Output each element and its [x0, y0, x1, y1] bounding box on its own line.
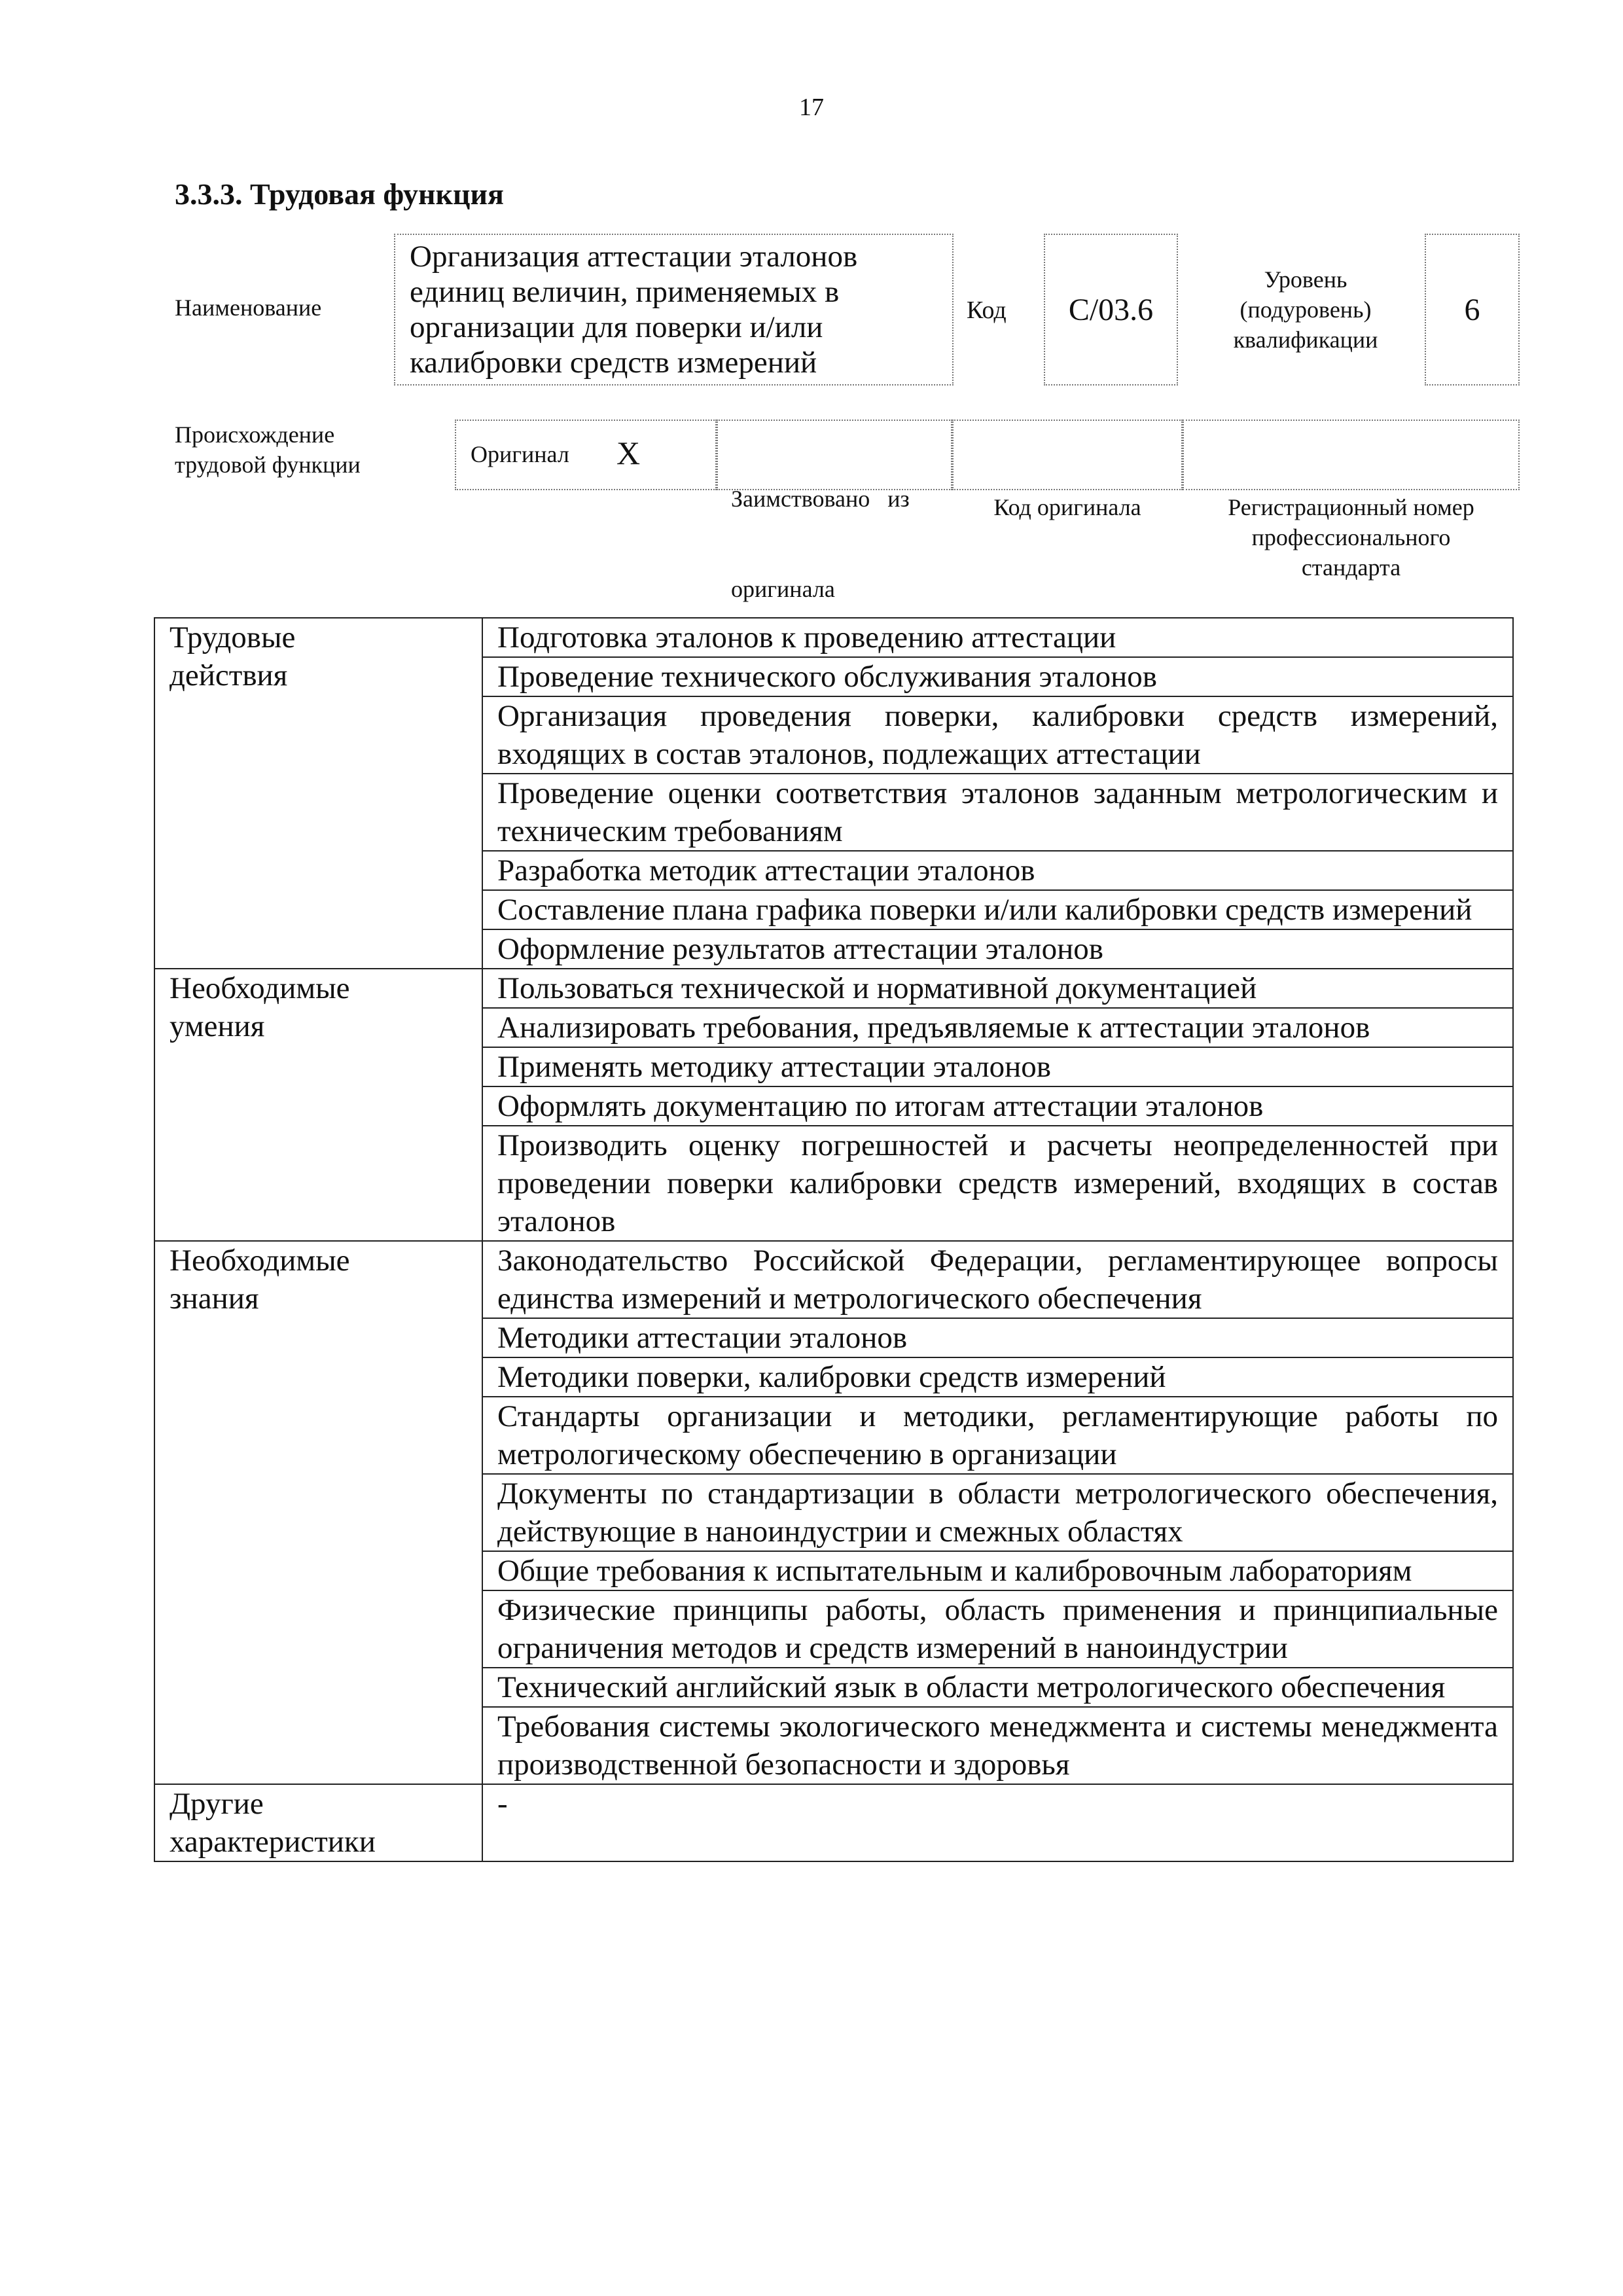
category-title-line: Трудовые [169, 620, 296, 655]
table-cell: Подготовка эталонов к проведению аттестации [482, 618, 1513, 657]
table-cell: Стандарты организации и методики, регламентирующие работы по метрологическому обеспечению в организации [482, 1397, 1513, 1474]
borrowed-label-line: Заимствовано из [731, 486, 910, 512]
category-title-line: Необходимые [169, 971, 350, 1005]
table-cell: Методики поверки, калибровки средств измерений [482, 1357, 1513, 1397]
table-cell: Разработка методик аттестации эталонов [482, 851, 1513, 890]
table-row [154, 969, 1513, 1008]
function-details-table [154, 617, 1514, 1862]
category-title-line: умения [169, 1009, 265, 1043]
table-cell: Законодательство Российской Федерации, регламентирующее вопросы единства измерений и метрологического обеспечения [482, 1241, 1513, 1318]
table-cell: Пользоваться технической и нормативной документацией [482, 969, 1513, 1008]
category-title-line: знания [169, 1282, 259, 1316]
code-label: Код [967, 296, 1007, 324]
table-cell: Организация проведения поверки, калибровки средств измерений, входящих в состав эталонов, подлежащих аттестации [482, 696, 1513, 774]
category-title-line: Необходимые [169, 1244, 350, 1278]
table-cell: Документы по стандартизации в области метрологического обеспечения, действующие в наноиндустрии и смежных областях [482, 1474, 1513, 1551]
function-name-box [394, 234, 954, 386]
borrowed-cell [717, 420, 952, 602]
original-mark: X [616, 435, 641, 471]
table-cell: Общие требования к испытательным и калибровочным лабораториям [482, 1551, 1513, 1590]
section-title: 3.3.3. Трудовая функция [175, 177, 504, 211]
table-cell: Оформление результатов аттестации эталонов [482, 929, 1513, 969]
table-cell: Требования системы экологического менеджмента и системы менеджмента производственной безопасности и здоровья [482, 1707, 1513, 1784]
table-cell: Проведение оценки соответствия эталонов заданным метрологическим и техническим требованиям [482, 774, 1513, 851]
table-cell: Составление плана графика поверки и/или калибровки средств измерений [482, 890, 1513, 929]
table-cell: Технический английский язык в области метрологического обеспечения [482, 1668, 1513, 1707]
origin-label [175, 420, 361, 480]
original-code-caption: Код оригинала [993, 494, 1141, 520]
table-cell: Производить оценку погрешностей и расчеты неопределенностей при проведении поверки калибровки средств измерений, входящих в состав эталонов [482, 1126, 1513, 1241]
page-number: 17 [799, 94, 824, 121]
level-label-line: квалификации [1233, 327, 1378, 353]
reg-caption-line: Регистрационный номер [1228, 494, 1474, 520]
reg-caption-line: стандарта [1301, 554, 1401, 581]
category-labor-actions [154, 618, 482, 969]
reg-caption-line: профессионального [1251, 524, 1451, 550]
table-cell: - [482, 1784, 1513, 1861]
original-code-cell [952, 420, 1183, 490]
category-title-line: Другие [169, 1787, 264, 1821]
function-name-line: калибровки средств измерений [410, 346, 817, 380]
category-required-skills [154, 969, 482, 1241]
level-label-line: (подуровень) [1240, 296, 1372, 323]
table-cell: Анализировать требования, предъявляемые к аттестации эталонов [482, 1008, 1513, 1047]
level-value: 6 [1425, 234, 1520, 386]
origin-label-line: Происхождение [175, 422, 335, 448]
category-required-knowledge [154, 1241, 482, 1784]
original-cell [455, 420, 717, 490]
table-cell: Оформлять документацию по итогам аттестации эталонов [482, 1086, 1513, 1126]
table-cell: Методики аттестации эталонов [482, 1318, 1513, 1357]
category-title-line: характеристики [169, 1825, 376, 1859]
function-name-line: единиц величин, применяемых в [410, 275, 840, 309]
original-label: Оригинал [471, 441, 569, 467]
code-value: С/03.6 [1044, 234, 1178, 386]
origin-label-line: трудовой функции [175, 452, 361, 478]
level-label [1198, 264, 1414, 355]
table-row [154, 618, 1513, 657]
level-label-line: Уровень [1264, 266, 1347, 293]
borrowed-label-line: оригинала [731, 576, 835, 602]
table-row [154, 1241, 1513, 1318]
table-row [154, 1784, 1513, 1861]
table-cell: Применять методику аттестации эталонов [482, 1047, 1513, 1086]
category-other-characteristics [154, 1784, 482, 1861]
function-name-line: организации для поверки и/или [410, 310, 823, 344]
name-label: Наименование [175, 295, 322, 321]
category-title-line: действия [169, 658, 288, 692]
reg-number-cell [1183, 420, 1520, 490]
reg-number-caption [1183, 492, 1520, 583]
table-cell: Физические принципы работы, область применения и принципиальные ограничения методов и средств измерений в наноиндустрии [482, 1590, 1513, 1668]
function-name-line: Организация аттестации эталонов [410, 240, 858, 274]
table-cell: Проведение технического обслуживания эталонов [482, 657, 1513, 696]
